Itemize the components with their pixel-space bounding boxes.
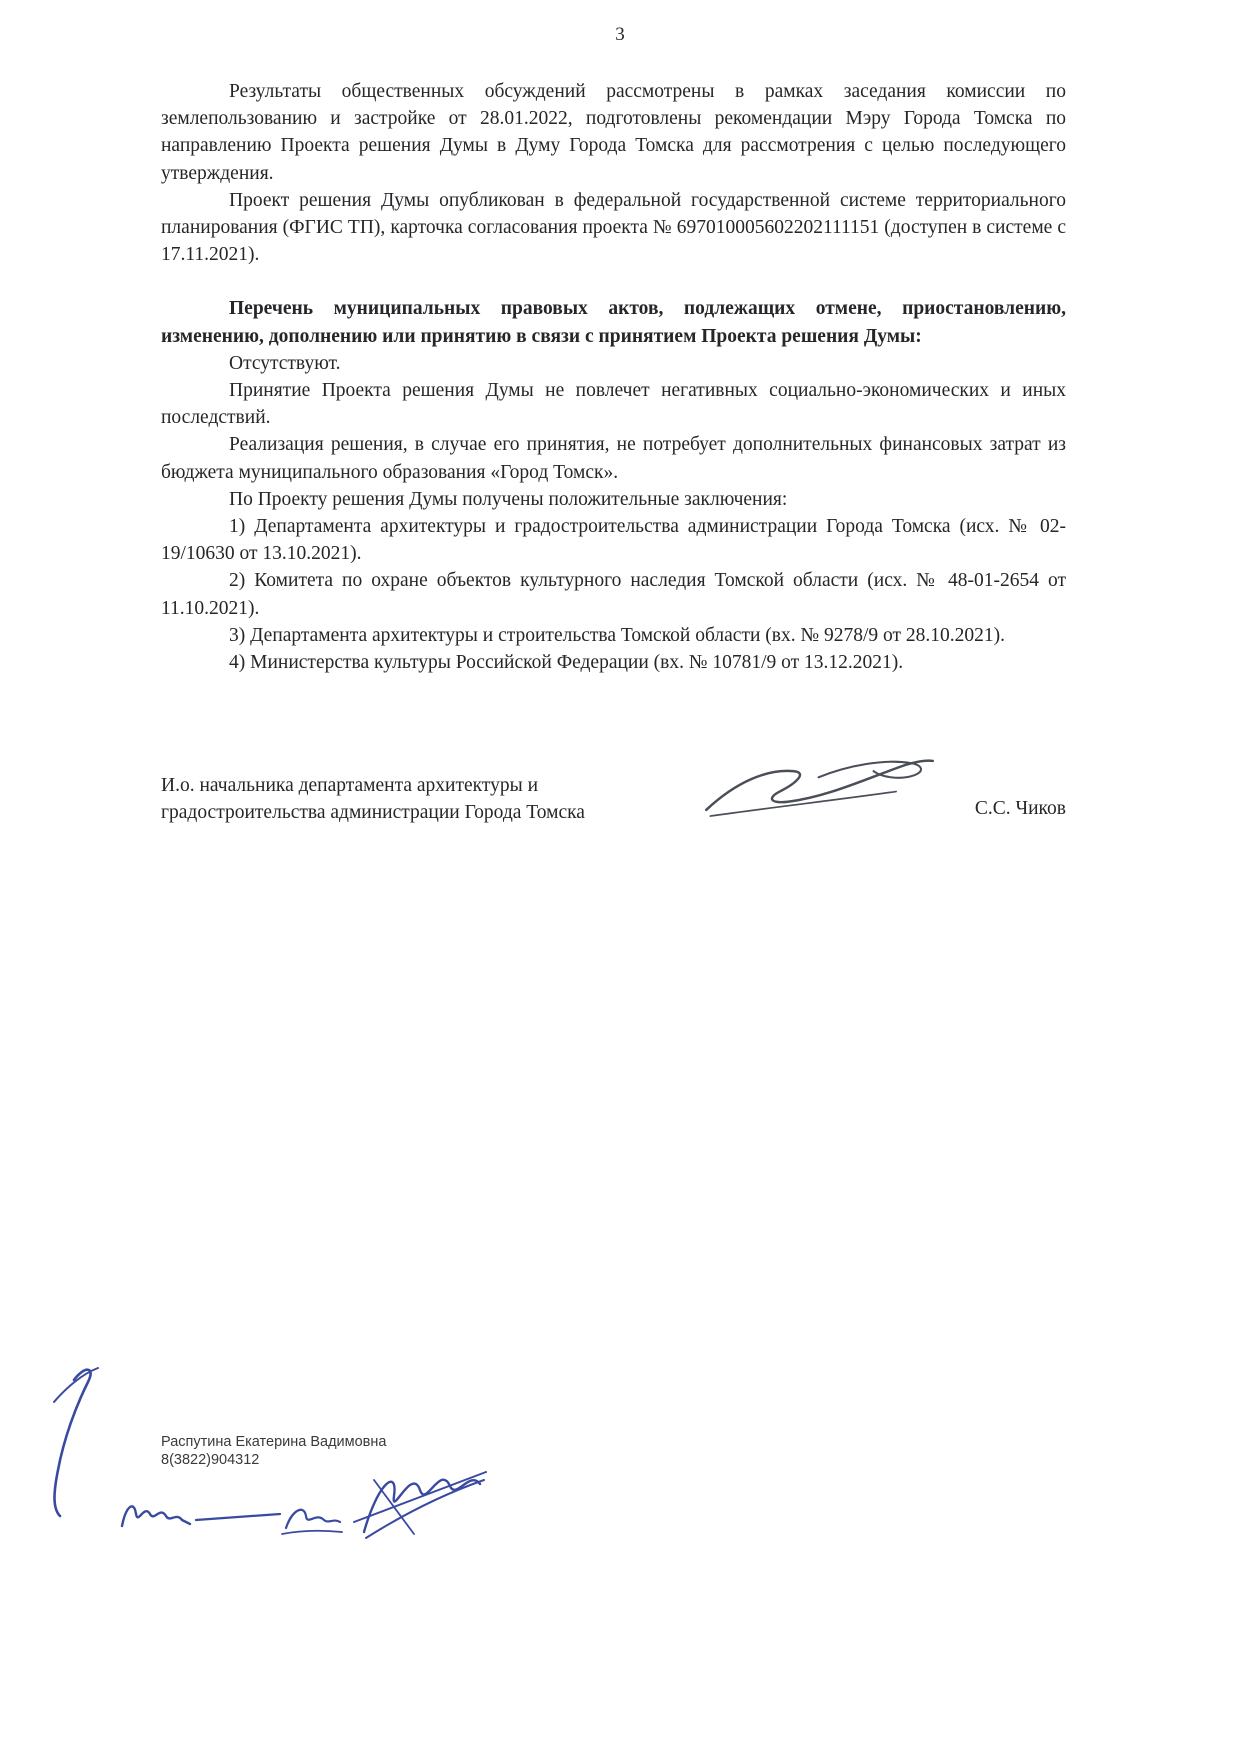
signature-title-line1: И.о. начальника департамента архитектуры и: [161, 775, 539, 796]
paragraph: Проект решения Думы опубликован в федеральной государственной системе территориального планирования (ФГИС ТП), карточка согласования проекта № 697010005602202111151 (доступен в системе с 17.11.2021).: [161, 189, 1066, 266]
paragraph: Принятие Проекта решения Думы не повлечет негативных социально-экономических и иных последствий.: [161, 380, 1066, 429]
signature-title-line2: градостроительства администрации Города Томска: [161, 802, 585, 824]
signature-block: [161, 772, 1066, 852]
page-number: 3: [615, 24, 625, 45]
paragraph: По Проекту решения Думы получены положительные заключения:: [229, 488, 788, 510]
paragraph: Перечень муниципальных правовых актов, подлежащих отмене, приостановлению, изменению, дополнению или принятию в связи с принятием Проекта решения Думы:: [161, 298, 1066, 347]
footer-contact-phone: 8(3822)904312: [161, 1452, 260, 1468]
paragraph: Отсутствуют.: [229, 352, 341, 374]
paragraph: 2) Комитета по охране объектов культурного наследия Томской области (исх. № 48-01-2654 от 11.10.2021).: [161, 570, 1066, 619]
signer-name: С.С. Чиков: [974, 798, 1066, 819]
paragraph: 3) Департамента архитектуры и строительства Томской области (вх. № 9278/9 от 28.10.2021).: [229, 624, 1006, 646]
paragraph: 4) Министерства культуры Российской Федерации (вх. № 10781/9 от 13.12.2021).: [229, 652, 904, 674]
official-signature-icon: [696, 750, 941, 828]
document-body: [161, 78, 1066, 676]
footer-contact-name: Распутина Екатерина Вадимовна: [161, 1434, 387, 1450]
paragraph: Реализация решения, в случае его принятия, не потребует дополнительных финансовых затрат из бюджета муниципального образования «Город Томск».: [161, 434, 1066, 483]
paragraph: Результаты общественных обсуждений рассмотрены в рамках заседания комиссии по землепользованию и застройке от 28.01.2022, подготовлены рекомендации Мэру Города Томска по направлению Проекта решения Думы в Думу Города Томска для рассмотрения с целью последующего утверждения.: [161, 81, 1066, 184]
signature-title: [161, 772, 585, 826]
footer-signature-icon: [18, 1362, 518, 1547]
paragraph: 1) Департамента архитектуры и градостроительства администрации Города Томска (исх. № 02-19/10630 от 13.10.2021).: [161, 516, 1066, 565]
